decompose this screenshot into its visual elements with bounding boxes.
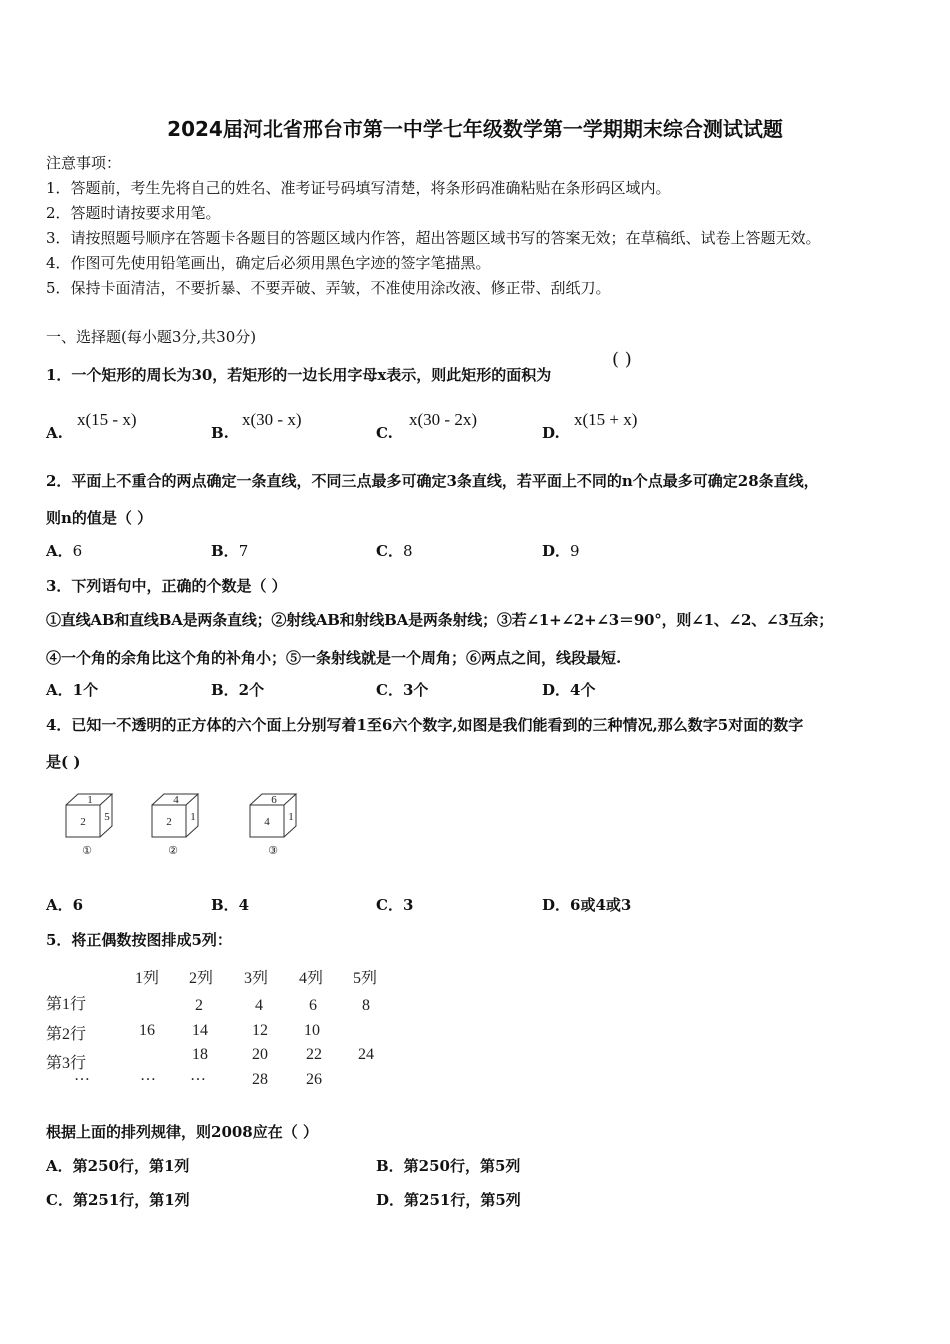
table-cell: 22	[306, 1046, 322, 1063]
note-item: 2．答题时请按要求用笔。	[46, 204, 221, 222]
table-cell: 10	[304, 1022, 320, 1039]
table-cell: 12	[252, 1022, 268, 1039]
option-label: C.	[376, 424, 393, 442]
col-header: 4列	[299, 970, 324, 987]
note-item: 1．答题前，考生先将自己的姓名、准考证号码填写清楚，将条形码准确粘贴在条形码区域内。	[46, 179, 671, 197]
row-label: 第3行	[46, 1055, 87, 1072]
option-formula: x(30 - 2x)	[409, 410, 477, 429]
answer-paren: ( )	[612, 349, 632, 370]
col-header: 1列	[135, 970, 160, 987]
option-label: B.	[211, 424, 229, 442]
cube-3-top: 6	[271, 794, 277, 806]
cube-2-front: 2	[166, 816, 172, 828]
note-item: 3．请按照题号顺序在答题卡各题目的答题区域内作答，超出答题区域书写的答案无效；在草稿纸、试卷上答题无效。	[46, 229, 821, 247]
notes-header: 注意事项：	[46, 154, 122, 172]
note-item: 4．作图可先使用铅笔画出，确定后必须用黑色字迹的签字笔描黑。	[46, 254, 491, 272]
col-header: 3列	[244, 970, 269, 987]
page-title: 2024届河北省邢台市第一中学七年级数学第一学期期末综合测试试题	[167, 117, 783, 141]
table-cell: …	[190, 1067, 206, 1084]
question-5-prompt: 根据上面的排列规律，则2008应在（ ）	[46, 1123, 318, 1141]
option-value: 9	[570, 542, 580, 560]
cube-1-caption: ①	[82, 845, 92, 857]
option: C．3个	[376, 681, 429, 699]
cube-2-side: 1	[190, 811, 196, 823]
option: B．2个	[211, 681, 265, 699]
table-cell: 4	[255, 997, 263, 1014]
option: A．6	[46, 896, 84, 914]
option-value: 6	[72, 542, 83, 560]
option-label: A.	[46, 424, 63, 442]
table-cell: …	[140, 1067, 156, 1084]
table-cell: 28	[252, 1071, 268, 1088]
table-cell: 26	[306, 1071, 322, 1088]
question-2-stem: 2．平面上不重合的两点确定一条直线，不同三点最多可确定3条直线，若平面上不同的n个点最多可确定28条直线，	[46, 472, 819, 490]
question-3-statements: ①直线AB和直线BA是两条直线；②射线AB和射线BA是两条射线；③若∠1+∠2+∠3＝90°，则∠1、∠2、∠3互余；	[46, 611, 834, 629]
col-header: 2列	[189, 970, 214, 987]
cube-3-side: 1	[288, 811, 294, 823]
cube-figures	[60, 790, 320, 860]
option: D．6或4或3	[542, 896, 632, 914]
table-cell: 20	[252, 1046, 268, 1063]
option-label: D．	[542, 542, 571, 560]
note-item: 5．保持卡面清洁，不要折暴、不要弄破、弄皱，不准使用涂改液、修正带、刮纸刀。	[46, 279, 611, 297]
option: C．3	[376, 896, 414, 914]
option-formula: x(30 - x)	[242, 410, 302, 429]
option: D．4个	[542, 681, 596, 699]
cube-3-front: 4	[264, 816, 270, 828]
option: A．1个	[46, 681, 99, 699]
section-heading: 一、选择题(每小题3分,共30分)	[46, 328, 257, 346]
option: B．4	[211, 896, 250, 914]
option: A．第250行，第1列	[46, 1157, 190, 1175]
option-value: 7	[238, 542, 249, 560]
option: C．第251行，第1列	[46, 1191, 190, 1209]
row-label: 第2行	[46, 1026, 87, 1043]
question-1-stem: 1．一个矩形的周长为30，若矩形的一边长用字母x表示，则此矩形的面积为	[46, 366, 552, 384]
option: B．第250行，第5列	[376, 1157, 521, 1175]
cube-2-caption: ②	[168, 845, 178, 857]
question-5-stem: 5．将正偶数按图排成5列：	[46, 931, 232, 949]
table-cell: 2	[195, 997, 203, 1014]
option-value: 8	[402, 542, 413, 560]
col-header: 5列	[353, 970, 378, 987]
question-3-statements-cont: ④一个角的余角比这个角的补角小；⑤一条射线就是一个周角；⑥两点之间，线段最短.	[46, 649, 622, 667]
table-cell: 8	[362, 997, 370, 1014]
question-3-stem: 3．下列语句中，正确的个数是（ ）	[46, 577, 287, 595]
option-formula: x(15 + x)	[574, 410, 638, 429]
cube-2-top: 4	[173, 794, 179, 806]
row-label: 第1行	[46, 996, 87, 1013]
table-cell: 6	[309, 997, 317, 1014]
option: D．第251行，第5列	[376, 1191, 521, 1209]
option-label: C．	[376, 542, 403, 560]
cube-3-caption: ③	[268, 845, 278, 857]
row-label: …	[74, 1067, 90, 1084]
table-cell: 16	[139, 1022, 155, 1039]
cube-1-front: 2	[80, 816, 86, 828]
option-label: A．	[46, 542, 73, 560]
table-cell: 18	[192, 1046, 208, 1063]
question-4-stem: 4．已知一不透明的正方体的六个面上分别写着1至6六个数字,如图是我们能看到的三种情况,那么数字5对面的数字	[46, 716, 804, 734]
option-label: D.	[542, 424, 560, 442]
table-cell: 14	[192, 1022, 208, 1039]
question-2-stem-cont: 则n的值是（ ）	[46, 509, 153, 527]
cube-1-side: 5	[104, 811, 110, 823]
option-label: B．	[211, 542, 239, 560]
question-4-stem-cont: 是( )	[46, 753, 81, 771]
table-cell: 24	[358, 1046, 374, 1063]
option-formula: x(15 - x)	[77, 410, 137, 429]
cube-1-top: 1	[87, 794, 93, 806]
